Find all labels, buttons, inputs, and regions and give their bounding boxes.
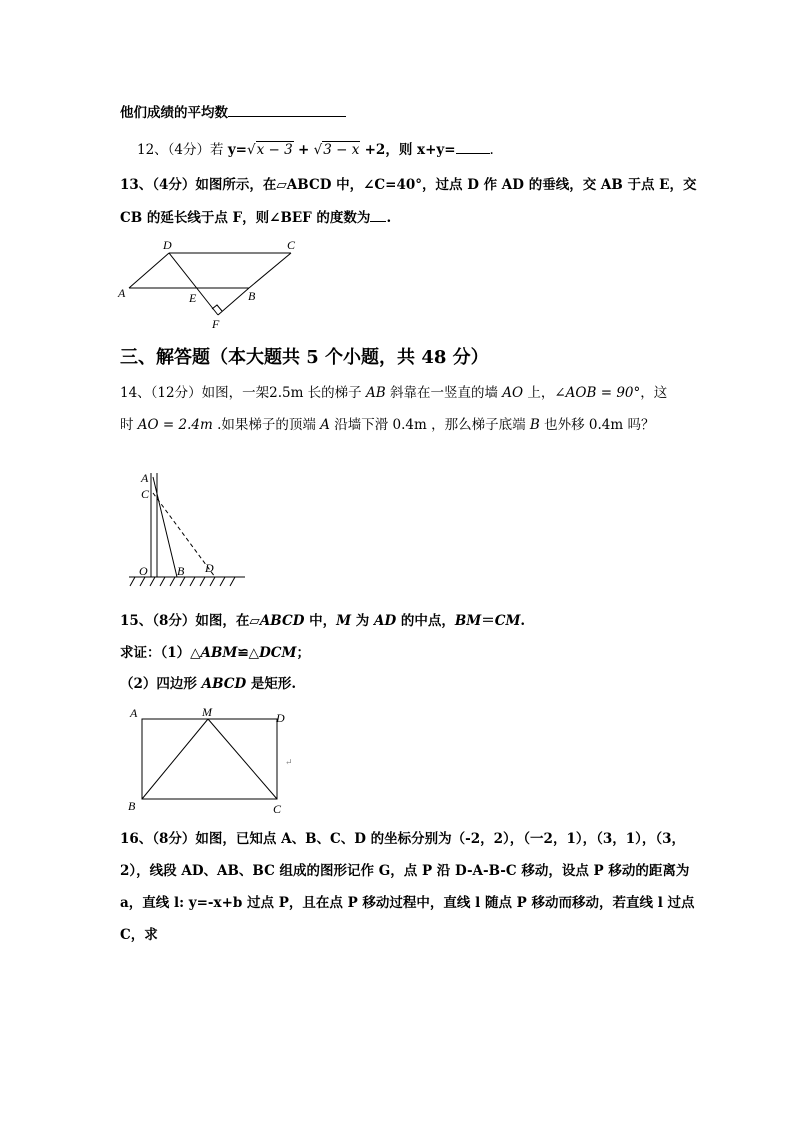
- question-15-line-2: 求证：（1）△ABM≌△DCM；: [120, 645, 310, 661]
- question-15-line-1: 15、（8分）如图，在▱ABCD 中，M 为 AD 的中点，BM＝CM.: [120, 613, 526, 629]
- question-16-line-2: 2），线段 AD、AB、BC 组成的图形记作 G，点 P 沿 D-A-B-C 移动，设点 P 移动的距离为: [120, 863, 690, 879]
- segment-MB: [142, 719, 208, 799]
- answer-blank: [228, 102, 346, 117]
- label-A: A: [141, 471, 149, 485]
- section-heading: 三、解答题（本大题共 5 个小题，共 48 分）: [120, 347, 489, 368]
- label-B: B: [177, 564, 185, 578]
- radical-2: √3 − x: [313, 142, 360, 158]
- answer-blank: [456, 139, 490, 154]
- question-12: 12、（4分）若 y=√x − 3 + √3 − x +2，则 x+y= .: [137, 139, 494, 160]
- label-A: A: [130, 706, 138, 720]
- answer-blank: [370, 207, 386, 222]
- text-line: 他们成绩的平均数: [120, 102, 346, 123]
- radical-1: √x − 3: [246, 142, 293, 158]
- question-16-line-4: C，求: [120, 927, 158, 943]
- question-15-line-3: （2）四边形 ABCD 是矩形.: [120, 676, 297, 692]
- label-C: C: [141, 487, 150, 501]
- question-14-line-1: 14、（12分）如图，一架2.5m 长的梯子 AB 斜靠在一竖直的墙 AO 上，∠AOB = 90°，这: [120, 385, 668, 401]
- label-D: D: [163, 238, 172, 252]
- label-M: M: [202, 705, 212, 719]
- question-16-line-1: 16、（8分）如图，已知点 A、B、C、D 的坐标分别为（-2，2），（一2，1），（3，1），（3，: [120, 831, 686, 847]
- question-13-line-1: 13、（4分）如图所示，在▱ABCD 中，∠C=40°，过点 D 作 AD 的垂线，交 AB 于点 E，交: [120, 177, 697, 193]
- label-O: O: [139, 564, 148, 578]
- extension-BF: [218, 288, 249, 315]
- ground-hatching: [130, 577, 235, 586]
- figure-14-ladder: [125, 465, 255, 595]
- label-E: E: [189, 291, 197, 305]
- label-F: F: [212, 317, 220, 330]
- edge-AD: [129, 253, 169, 288]
- label-A: A: [118, 286, 126, 300]
- question-13-line-2: CB 的延长线于点 F，则∠BEF 的度数为 .: [120, 207, 391, 228]
- question-16-line-3: a，直线 l: y=-x+b 过点 P，且在点 P 移动过程中，直线 l 随点 P 移动而移动，若直线 l 过点: [120, 895, 695, 911]
- label-D: D: [276, 711, 285, 725]
- edge-CB: [249, 253, 291, 288]
- label-B: B: [248, 289, 256, 303]
- segment-MC: [208, 719, 277, 799]
- label-C: C: [287, 238, 296, 252]
- label-D: D: [205, 561, 214, 575]
- question-14-line-2: 时 AO = 2.4m .如果梯子的顶端 A 沿墙下滑 0.4m ，那么梯子底端 B 也外移 0.4m 吗？: [120, 417, 655, 433]
- figure-15-rectangle: [122, 702, 302, 820]
- rectangle-ABCD: [142, 719, 277, 799]
- label-C: C: [273, 802, 282, 816]
- segment-DF: [169, 253, 218, 315]
- figure-13-parallelogram: [115, 235, 315, 330]
- label-B: B: [128, 799, 136, 813]
- paragraph-mark: ↵: [285, 757, 293, 767]
